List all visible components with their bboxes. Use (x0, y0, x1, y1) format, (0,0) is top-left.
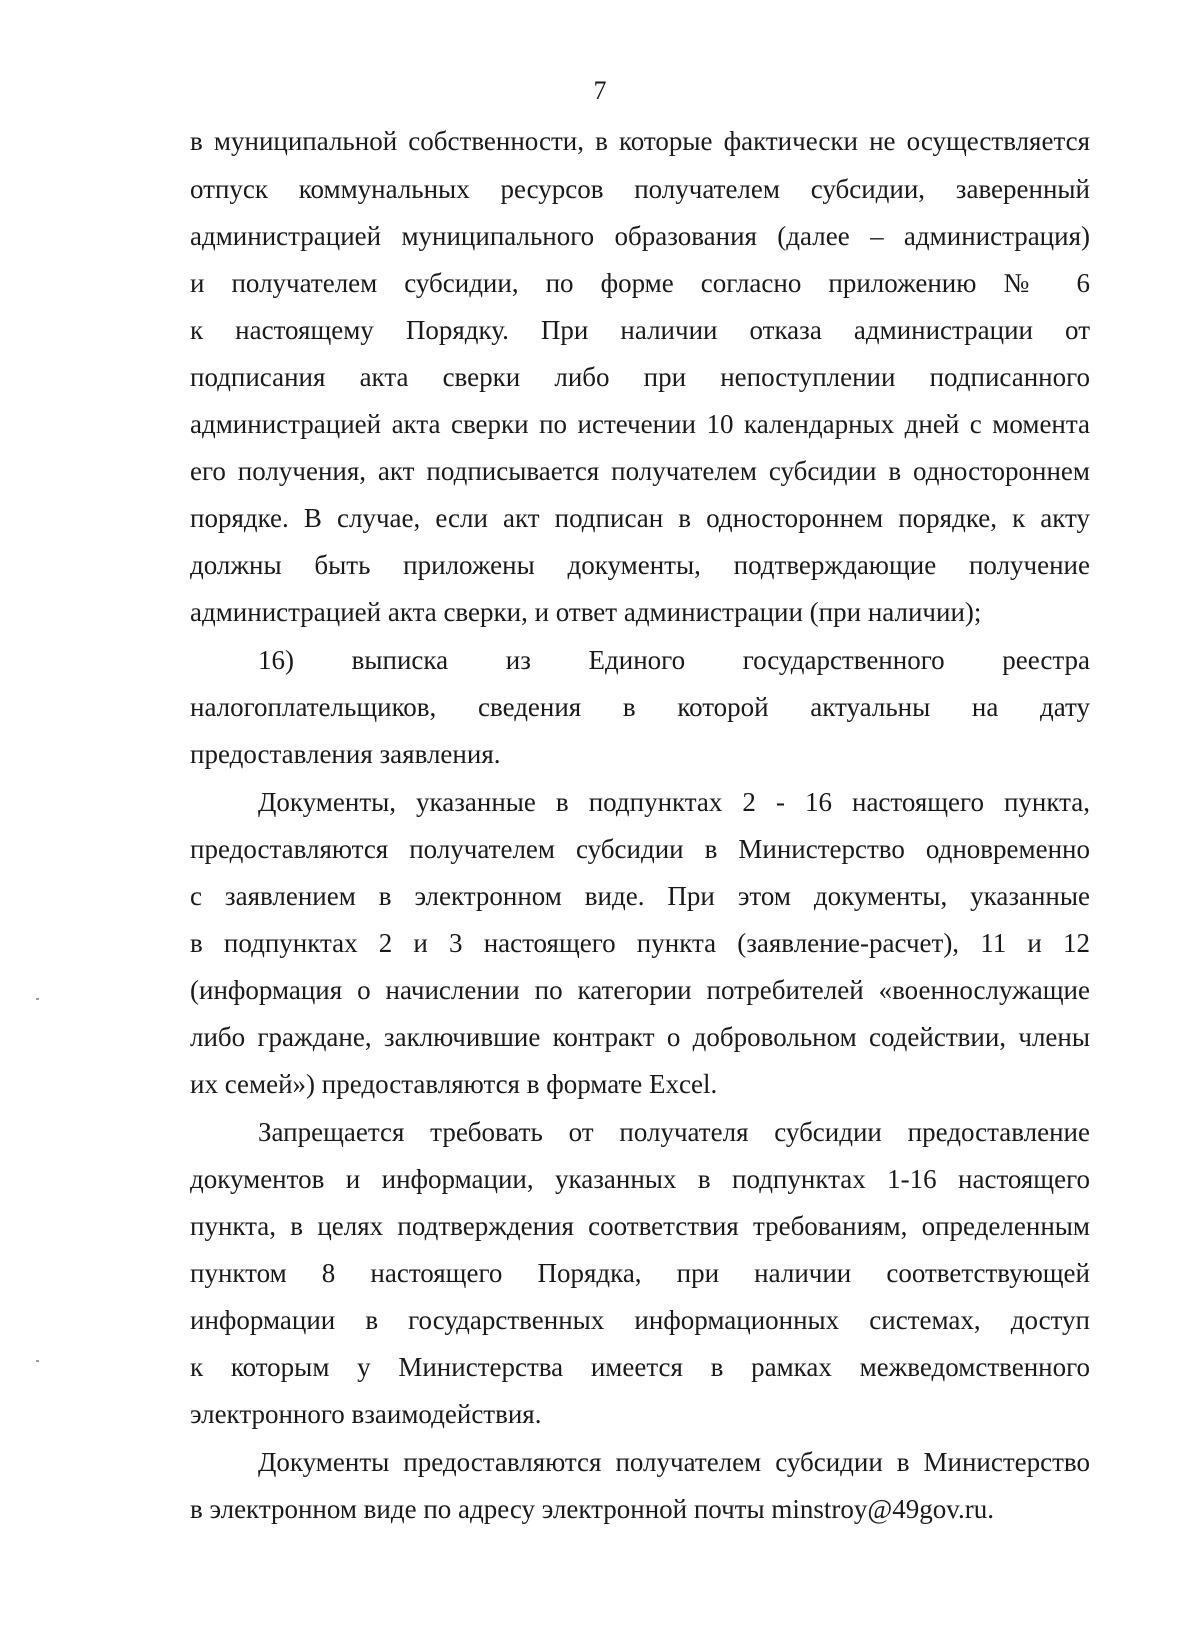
text-line: 16) выписка из Единого государственного реестра (258, 645, 1090, 675)
text-line: подписания акта сверки либо при непоступлении подписанного (190, 362, 1090, 392)
text-line: должны быть приложены документы, подтверждающие получение (190, 550, 1090, 580)
text-line: Запрещается требовать от получателя субсидии предоставление (258, 1117, 1090, 1147)
scan-artifact (36, 1360, 39, 1362)
text-line: его получения, акт подписывается получателем субсидии в одностороннем (190, 456, 1090, 486)
text-line: пунктом 8 настоящего Порядка, при наличии соответствующей (190, 1258, 1090, 1288)
text-line: порядке. В случае, если акт подписан в одностороннем порядке, к акту (190, 503, 1090, 533)
text-line: к которым у Министерства имеется в рамках межведомственного (190, 1352, 1090, 1382)
text-line: администрацией муниципального образования (далее – администрация) (190, 221, 1090, 251)
text-line: их семей») предоставляются в формате Excel. (190, 1069, 718, 1099)
text-line: в подпунктах 2 и 3 настоящего пункта (заявление-расчет), 11 и 12 (190, 928, 1090, 958)
text-line: к настоящему Порядку. При наличии отказа администрации от (190, 315, 1090, 345)
text-line: и получателем субсидии, по форме согласно приложению № 6 (190, 268, 1090, 298)
text-line: (информация о начислении по категории потребителей «военнослужащие (190, 975, 1090, 1005)
page-number: 7 (593, 76, 607, 105)
text-line: документов и информации, указанных в подпунктах 1-16 настоящего (190, 1164, 1090, 1194)
text-line: либо граждане, заключившие контракт о добровольном содействии, члены (190, 1022, 1090, 1052)
text-line: пункта, в целях подтверждения соответствия требованиям, определенным (190, 1211, 1090, 1241)
text-line: отпуск коммунальных ресурсов получателем субсидии, заверенный (190, 174, 1090, 204)
text-line: с заявлением в электронном виде. При этом документы, указанные (190, 881, 1090, 911)
text-line: в муниципальной собственности, в которые фактически не осуществляется (190, 126, 1090, 156)
text-line: налогоплательщиков, сведения в которой актуальны на дату (190, 692, 1090, 722)
text-line: Документы, указанные в подпунктах 2 - 16 настоящего пункта, (258, 787, 1090, 817)
scan-artifact (36, 998, 39, 1000)
text-line: администрацией акта сверки, и ответ администрации (при наличии); (190, 597, 982, 627)
text-line: администрацией акта сверки по истечении 10 календарных дней с момента (190, 409, 1090, 439)
text-line: электронного взаимодействия. (190, 1399, 542, 1429)
text-line: информации в государственных информационных системах, доступ (190, 1305, 1090, 1335)
text-line: предоставления заявления. (190, 739, 501, 769)
text-line: в электронном виде по адресу электронной почты minstroy@49gov.ru. (190, 1494, 994, 1524)
text-line: предоставляются получателем субсидии в Министерство одновременно (190, 834, 1090, 864)
text-line: Документы предоставляются получателем субсидии в Министерство (258, 1447, 1090, 1477)
